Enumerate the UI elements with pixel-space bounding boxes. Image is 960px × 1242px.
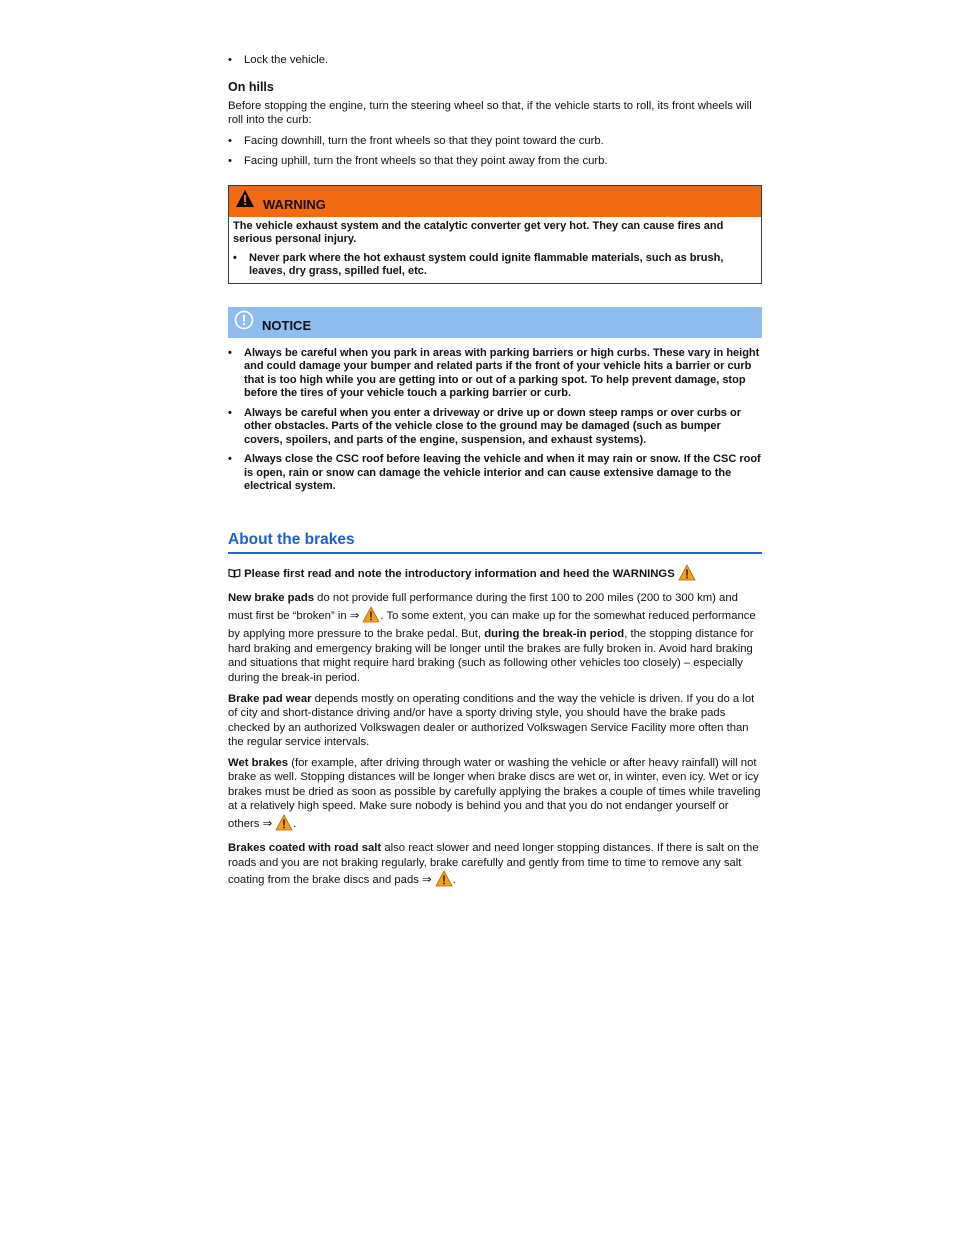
list-item bbox=[233, 252, 757, 279]
notice-title: NOTICE bbox=[262, 317, 312, 333]
warning-header bbox=[229, 186, 761, 217]
list-item bbox=[228, 407, 762, 448]
warning-title: WARNING bbox=[263, 196, 326, 212]
bullet: • bbox=[228, 406, 232, 419]
list-item bbox=[228, 154, 762, 169]
list-item-text: Facing downhill, turn the front wheels so that they point toward the curb. bbox=[244, 134, 604, 147]
paragraph-brake-pad-wear bbox=[228, 692, 762, 750]
bullet: • bbox=[233, 251, 237, 264]
list-item-text: Always be careful when you enter a driveway or drive up or down steep ramps or over curbs or other obstacles. Parts of the vehicle close to the ground may be damaged (such as bumper covers, spoilers, and parts of the engine, suspension, and exhaust systems). bbox=[244, 406, 741, 446]
read-note bbox=[228, 564, 762, 586]
bullet: • bbox=[228, 453, 232, 465]
list-item-text: Facing uphill, turn the front wheels so that they point away from the curb. bbox=[244, 155, 608, 167]
paragraph-wet-brakes bbox=[228, 756, 762, 836]
bold-term: Wet brakes bbox=[228, 756, 289, 769]
list-item bbox=[228, 453, 762, 494]
text-run: do not provide full performance during the first 100 to 200 miles (200 to 300 km) and must first be “broken” in ⇒ bbox=[228, 592, 738, 622]
read-note-text: Please first read and note the introductory information and heed the WARNINGS bbox=[244, 567, 675, 580]
bullet: • bbox=[228, 155, 232, 167]
text-run: . To some extent, you can make up for the somewhat reduced performance by applying more pressure to the brake pedal. But, bbox=[228, 609, 756, 641]
text-run: (for example, after driving through water or washing the vehicle or after heavy rainfall) will not brake as well. Stopping distances will be longer when brake discs are wet or, in winter, even icy. Wet or icy brakes must be dried as soon as possible by carefully applying the brakes a couple of times while traveling at a relatively high speed. Make sure nobody is behind you and that you do not endanger yourself or others ⇒ bbox=[228, 756, 761, 830]
notice-header bbox=[228, 307, 762, 338]
bullet: • bbox=[228, 346, 232, 359]
warning-triangle-icon bbox=[235, 189, 255, 213]
paragraph-road-salt bbox=[228, 841, 762, 892]
list-item-text: Always be careful when you park in areas with parking barriers or high curbs. These vary in height and could damage your bumper and related parts if the front of your vehicle hits a barrier or curb that is too high while you are getting into or out of a parking spot. To help prevent damage, stop before the tires of your vehicle touch a parking barrier or curb. bbox=[244, 346, 760, 399]
exclamation-circle-icon bbox=[234, 310, 254, 335]
notice-box bbox=[228, 307, 762, 494]
bold-term: Brake pad wear bbox=[228, 692, 312, 705]
paragraph: Before stopping the engine, turn the steering wheel so that, if the vehicle starts to roll, its front wheels will roll into the curb: bbox=[228, 99, 752, 126]
warning-body bbox=[229, 217, 761, 283]
list-item bbox=[228, 53, 762, 68]
text-run: . bbox=[293, 817, 297, 830]
text-run: depends mostly on operating conditions and the way the vehicle is driven. If you do a lot of city and short-distance driving and/or have a sporty driving style, you should have the brake pads checked by an authorized Volkswagen dealer or authorized Volkswagen Service Facility more often than the regular service intervals. bbox=[228, 692, 755, 749]
document-page bbox=[228, 0, 762, 892]
list-item-text: Lock the vehicle. bbox=[244, 54, 329, 66]
warning-triangle-icon bbox=[275, 814, 293, 836]
section-subheading: On hills bbox=[228, 79, 274, 94]
warning-box bbox=[228, 185, 762, 284]
text-run: also react slower and need longer stopping distances. If there is salt on the roads and you are not braking regularly, brake carefully and gently from time to time to remove any salt coating from the brake discs and pads ⇒ bbox=[228, 842, 759, 887]
bullet: • bbox=[228, 134, 232, 147]
list-item-text: Never park where the hot exhaust system could ignite flammable materials, such as brush, leaves, dry grass, spilled fuel, etc. bbox=[249, 251, 724, 277]
text-run: . bbox=[452, 874, 456, 887]
book-icon bbox=[228, 568, 244, 580]
section-heading: About the brakes bbox=[228, 531, 762, 554]
text-run: , the stopping distance for hard braking and emergency braking will be longer until the brakes are fully broken in. Avoid hard braking and situations that might require hard braking (such as following other vehicles too closely) – especially during the break-in period. bbox=[228, 628, 754, 684]
bold-term: Brakes coated with road salt bbox=[228, 842, 382, 855]
paragraph-new-brake-pads bbox=[228, 591, 762, 686]
list-item bbox=[228, 347, 762, 401]
warning-triangle-icon bbox=[678, 564, 696, 586]
list-item bbox=[228, 134, 762, 149]
warning-intro: The vehicle exhaust system and the catalytic converter get very hot. They can cause fires and serious personal injury. bbox=[233, 219, 724, 245]
list-item-text: Always close the CSC roof before leaving the vehicle and when it may rain or snow. If the CSC roof is open, rain or snow can damage the vehicle interior and can cause extensive damage to the electrical system. bbox=[244, 453, 761, 492]
bold-term: during the break-in period bbox=[484, 628, 625, 641]
bullet: • bbox=[228, 54, 232, 66]
warning-triangle-icon bbox=[362, 606, 380, 628]
notice-body bbox=[228, 347, 762, 494]
warning-triangle-icon bbox=[435, 870, 453, 892]
bold-term: New brake pads bbox=[228, 592, 315, 604]
